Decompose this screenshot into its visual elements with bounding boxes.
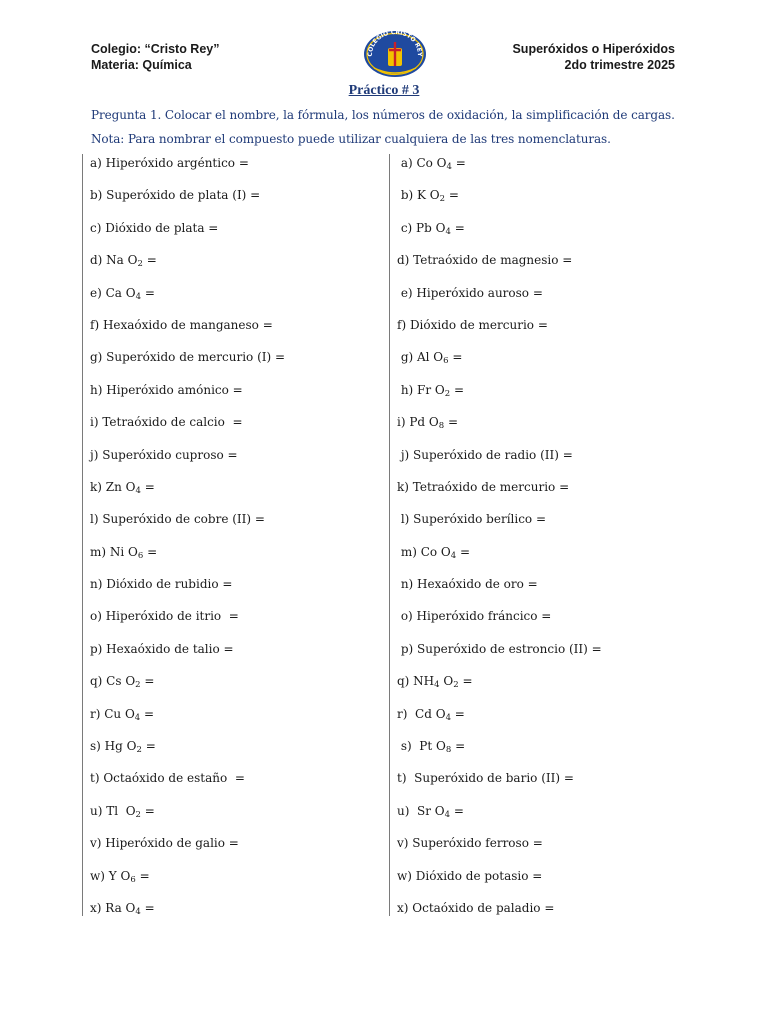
column-divider: [389, 154, 390, 916]
exercise-item: g) Superóxido de mercurio (I) =: [90, 350, 286, 365]
exercise-item: v) Superóxido ferroso =: [397, 836, 543, 851]
exercise-item: i) Pd $O_8$ =: [397, 415, 459, 432]
exercise-item: f) Hexaóxido de manganeso =: [90, 317, 273, 332]
exercise-item: n) Dióxido de rubidio =: [90, 577, 233, 592]
exercise-item: c) Pb $O_4$ =: [397, 220, 465, 237]
exercise-item: i) Tetraóxido de calcio =: [90, 415, 243, 430]
exercise-item: v) Hiperóxido de galio =: [90, 836, 239, 851]
exercise-item: a) Hiperóxido argéntico =: [90, 156, 249, 170]
question-instruction: Pregunta 1. Colocar el nombre, la fórmula, los números de oxidación, la simplificación de cargas.: [91, 108, 675, 122]
exercise-item: x) Ra $O_4$ =: [90, 900, 155, 917]
school-name: Colegio: “Cristo Rey”: [91, 42, 220, 56]
exercise-item: o) Hiperóxido de itrio =: [90, 609, 239, 624]
exercise-item: w) Dióxido de potasio =: [397, 868, 543, 883]
exercise-item: t) Superóxido de bario (II) =: [397, 771, 574, 786]
exercise-item: n) Hexaóxido de oro =: [397, 577, 538, 592]
worksheet-topic: Superóxidos o Hiperóxidos: [512, 42, 675, 56]
exercise-item: x) Octaóxido de paladio =: [397, 900, 555, 915]
exercise-item: o) Hiperóxido fráncico =: [397, 609, 552, 624]
exercise-item: h) Hiperóxido amónico =: [90, 382, 243, 397]
header-left: [91, 41, 220, 73]
exercise-item: s) Hg $O_2$ =: [90, 739, 156, 756]
exercise-item: e) Hiperóxido auroso =: [397, 285, 543, 300]
exercise-item: m) Ni $O_6$ =: [90, 544, 158, 561]
left-margin-line: [82, 154, 83, 916]
exercise-item: k) Tetraóxido de mercurio =: [397, 479, 570, 494]
exercise-item: h) Fr $O_2$ =: [397, 382, 465, 399]
exercise-item: g) Al $O_6$ =: [397, 350, 463, 367]
exercise-item: t) Octaóxido de estaño =: [90, 771, 245, 786]
exercise-item: k) Zn $O_4$ =: [90, 479, 155, 496]
exercise-item: p) Superóxido de estroncio (II) =: [397, 641, 602, 656]
exercise-item: q) $NH_4$ $O_2$ =: [397, 674, 473, 691]
exercise-item: q) Cs $O_2$ =: [90, 674, 155, 691]
logo-lettering: COLEGIO CRISTO REY: [366, 28, 424, 57]
exercise-item: e) Ca $O_4$ =: [90, 285, 155, 302]
exercise-item: u) Sr $O_4$ =: [397, 803, 464, 820]
school-logo: [362, 28, 428, 78]
term-label: 2do trimestre 2025: [564, 58, 675, 72]
exercise-item: b) K $O_2$ =: [397, 188, 459, 205]
exercise-item: b) Superóxido de plata (I) =: [90, 188, 261, 203]
exercise-item: f) Dióxido de mercurio =: [397, 317, 548, 332]
exercise-item: w) Y $O_6$ =: [90, 868, 150, 885]
exercise-item: j) Superóxido cuproso =: [90, 447, 238, 462]
exercise-item: j) Superóxido de radio (II) =: [397, 447, 573, 462]
subject-name: Materia: Química: [91, 58, 192, 72]
exercise-item: d) Na $O_2$ =: [90, 253, 157, 270]
exercise-item: a) Co $O_4$ =: [397, 156, 466, 172]
page-title: Práctico # 3: [348, 83, 420, 98]
exercise-item: u) Tl $O_2$ =: [90, 803, 155, 820]
exercise-item: r) Cu $O_4$ =: [90, 706, 155, 723]
exercise-item: p) Hexaóxido de talio =: [90, 641, 234, 656]
exercise-item: d) Tetraóxido de magnesio =: [397, 253, 573, 268]
exercise-item: s) Pt $O_8$ =: [397, 739, 466, 756]
exercise-item: l) Superóxido de cobre (II) =: [90, 512, 265, 527]
header-right: [512, 41, 675, 73]
left-exercise-column: [90, 154, 380, 931]
exercise-item: r) Cd $O_4$ =: [397, 706, 465, 723]
nomenclature-note: Nota: Para nombrar el compuesto puede utilizar cualquiera de las tres nomenclaturas.: [91, 132, 611, 146]
exercise-item: c) Dióxido de plata =: [90, 220, 219, 235]
exercise-item: m) Co $O_4$ =: [397, 544, 471, 561]
exercise-item: l) Superóxido berílico =: [397, 512, 547, 527]
right-exercise-column: [397, 154, 717, 931]
